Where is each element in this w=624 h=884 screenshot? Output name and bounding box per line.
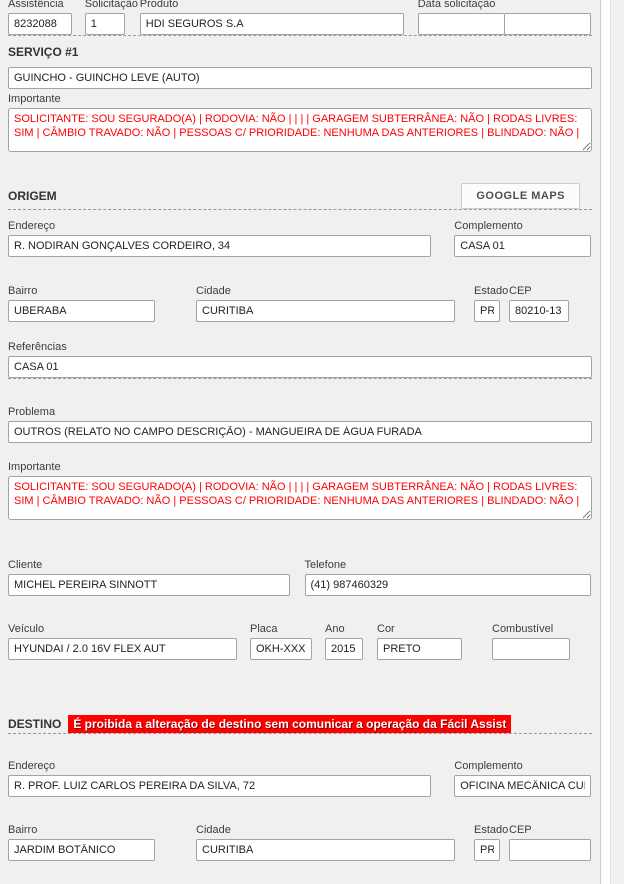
origem-endereco-input[interactable] [8, 235, 431, 257]
destino-estado-label: Estado [474, 824, 509, 836]
destino-complemento-label: Complemento [454, 760, 523, 772]
origem-referencias-label: Referências [8, 341, 67, 353]
ano-label: Ano [325, 623, 345, 635]
google-maps-button[interactable]: GOOGLE MAPS [461, 183, 580, 209]
destino-bairro-input[interactable] [8, 839, 155, 861]
veiculo-label: Veículo [8, 623, 45, 635]
destino-endereco-label: Endereço [8, 760, 56, 772]
produto-label: Produto [139, 0, 179, 10]
origem-bairro-row [8, 285, 591, 322]
origem-cep-label: CEP [509, 285, 532, 297]
produto-input[interactable] [140, 13, 404, 35]
divider [8, 733, 592, 734]
origem-referencias-input[interactable] [8, 356, 592, 378]
origem-complemento-label: Complemento [454, 220, 523, 232]
data-solicitacao-time-input[interactable] [504, 13, 591, 35]
servico-section-title: SERVIÇO #1 [8, 45, 79, 59]
origem-header-row [8, 183, 591, 209]
destino-cidade-label: Cidade [196, 824, 231, 836]
data-solicitacao-date-input[interactable] [418, 13, 505, 35]
origem-endereco-label: Endereço [8, 220, 56, 232]
destino-complemento-input[interactable] [454, 775, 591, 797]
solicitacao-input[interactable] [85, 13, 125, 35]
origem-complemento-input[interactable] [454, 235, 591, 257]
identification-row [8, 0, 591, 35]
divider [8, 209, 592, 210]
cliente-label: Cliente [8, 559, 43, 571]
origem-importante-textarea[interactable] [8, 476, 592, 520]
veiculo-row [8, 623, 591, 660]
telefone-input[interactable] [305, 574, 592, 596]
ano-input[interactable] [325, 638, 363, 660]
placa-input[interactable] [250, 638, 312, 660]
destino-section-title: DESTINO [8, 716, 62, 731]
problema-input[interactable] [8, 421, 592, 443]
origem-cep-input[interactable] [509, 300, 569, 322]
vertical-scrollbar[interactable] [610, 0, 624, 884]
destino-cep-label: CEP [509, 824, 532, 836]
destino-endereco-row [8, 760, 591, 797]
servico-importante-label: Importante [8, 93, 61, 105]
cliente-input[interactable] [8, 574, 290, 596]
destino-bairro-row [8, 824, 591, 861]
destino-cidade-input[interactable] [196, 839, 455, 861]
combustivel-label: Combustível [492, 623, 554, 635]
veiculo-input[interactable] [8, 638, 237, 660]
data-solicitacao-label: Data solicitação [417, 0, 496, 10]
combustivel-input[interactable] [492, 638, 570, 660]
divider [8, 378, 592, 379]
origem-estado-input[interactable] [474, 300, 500, 322]
telefone-label: Telefone [304, 559, 347, 571]
cor-input[interactable] [377, 638, 462, 660]
servico-tipo-input[interactable] [8, 67, 592, 89]
origem-estado-label: Estado [474, 285, 509, 297]
destino-bairro-label: Bairro [8, 824, 38, 836]
problema-label: Problema [8, 406, 56, 418]
destino-cep-input[interactable] [509, 839, 591, 861]
origem-bairro-label: Bairro [8, 285, 38, 297]
destino-header-row [8, 715, 591, 733]
origem-cidade-input[interactable] [196, 300, 455, 322]
destino-estado-input[interactable] [474, 839, 500, 861]
origem-importante-label: Importante [8, 461, 61, 473]
panel-right-gap [601, 0, 610, 884]
assistencia-input[interactable] [8, 13, 72, 35]
placa-label: Placa [250, 623, 278, 635]
origem-section-title: ORIGEM [8, 188, 57, 203]
origem-cidade-label: Cidade [196, 285, 231, 297]
cor-label: Cor [377, 623, 395, 635]
assistencia-label: Assistência [8, 0, 64, 10]
servico-importante-textarea[interactable] [8, 108, 592, 152]
divider [8, 35, 592, 36]
destino-warning-banner: É proibida a alteração de destino sem comunicar a operação da Fácil Assist [68, 715, 511, 733]
origem-endereco-row [8, 220, 591, 257]
solicitacao-label: Solicitação [84, 0, 138, 10]
cliente-row [8, 559, 591, 596]
destino-endereco-input[interactable] [8, 775, 431, 797]
origem-bairro-input[interactable] [8, 300, 155, 322]
